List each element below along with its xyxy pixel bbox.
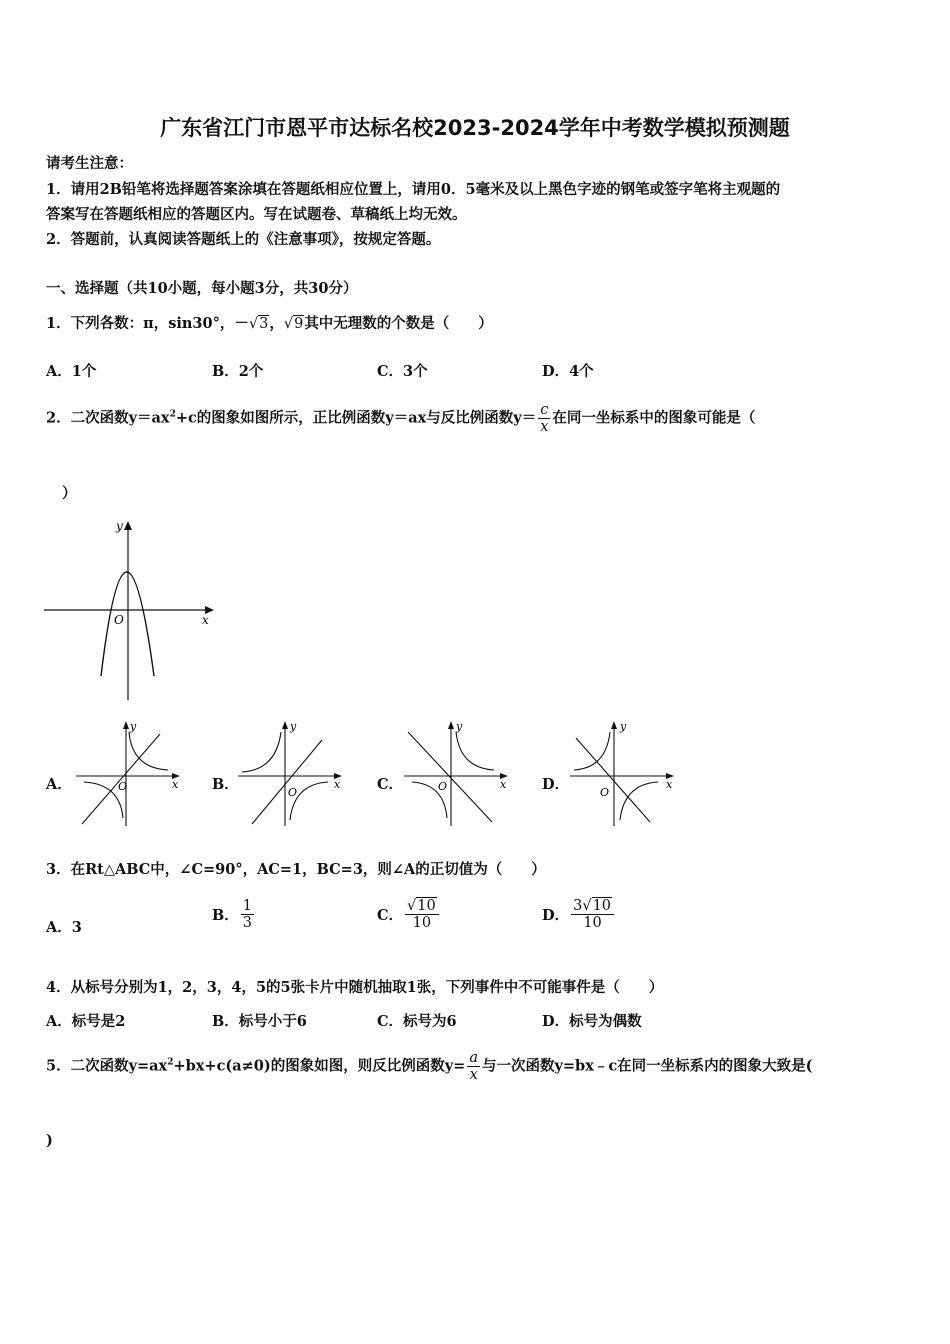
q2c-origin-label: O [438, 780, 448, 793]
q2d-x-label: x [666, 778, 673, 791]
question-2-close-paren: ） [62, 485, 77, 502]
q2c-y-label: y [456, 720, 463, 733]
q2a-x-label: x [172, 778, 179, 791]
q3-option-b: B． $\frac{1}{3}$ [212, 898, 252, 931]
question-5-stem: 5．二次函数$y=ax^2+bx+c(a\ne 0)$的图象如图，则反比例函数y= $\frac{a}{x}$ 与一次函数y=bx﹣c在同一坐标系内的图象大致是( [46, 1050, 813, 1083]
q2b-x-label: x [334, 778, 341, 791]
q1-option-c: C．3个 [377, 363, 428, 380]
q2a-origin-label: O [118, 780, 128, 793]
q2d-origin-label: O [600, 786, 610, 799]
q2-option-b-label: B． [212, 776, 239, 793]
q3-option-c: C． $\frac{√10}{10}$ [377, 898, 441, 931]
q4-option-b: B．标号小于6 [212, 1013, 307, 1030]
question-4-stem: 4．从标号分别为1，2，3，4，5的5张卡片中随机抽取1张，下列事件中不可能事件是（ ） [46, 979, 664, 996]
section-heading: 一、选择题（共10小题，每小题3分，共30分） [46, 280, 358, 297]
fraction-a-over-x: $\frac{a}{x}$ [469, 1050, 478, 1083]
q2d-y-label: y [620, 720, 627, 733]
notice-heading: 请考生注意： [46, 155, 133, 172]
q2-option-a-graph [76, 718, 184, 828]
notice-item-1-line-2: 答案写在答题纸相应的答题区内。写在试题卷、草稿纸上均无效。 [46, 206, 467, 223]
q2-option-a-label: A． [46, 776, 72, 793]
q2-option-c-graph [404, 718, 512, 828]
question-2-stem: 2．二次函数$y=ax^2+c$的图象如图所示，正比例函数y＝ax与反比例函数y＝ $\frac{c}{x}$ 在同一坐标系中的图象可能是（ [46, 402, 756, 435]
question-1-stem: 1．下列各数：π，sin30°，－√3，√9其中无理数的个数是（ ） [46, 315, 493, 332]
q1-option-b: B．2个 [212, 363, 264, 380]
q2b-y-label: y [290, 720, 297, 733]
page-title: 广东省江门市恩平市达标名校2023-2024学年中考数学模拟预测题 [160, 116, 790, 140]
q4-option-d: D．标号为偶数 [542, 1013, 642, 1030]
y-axis-label: y [116, 519, 123, 533]
q4-option-c: C．标号为6 [377, 1013, 457, 1030]
q2-option-d-label: D． [542, 776, 570, 793]
notice-item-1-line-1: 1．请用2B铅笔将选择题答案涂填在答题纸相应位置上，请用0．5毫米及以上黑色字迹的钢笔或签字笔将主观题的 [46, 181, 781, 198]
q1-option-d: D．4个 [542, 363, 594, 380]
q2-option-d-graph [570, 718, 678, 828]
q2c-x-label: x [500, 778, 507, 791]
fraction-c-over-x: $\frac{c}{x}$ [540, 402, 549, 435]
q1-option-a: A．1个 [46, 363, 97, 380]
question-3-stem: 3．在Rt△ABC中，∠C=90°，AC=1，BC=3，则∠A的正切值为（ ） [46, 861, 546, 878]
origin-label: O [114, 613, 124, 627]
question-5-close-paren: ) [46, 1132, 53, 1149]
parabola-figure [44, 518, 216, 702]
sqrt-9: √9 [283, 316, 304, 332]
q4-option-a: A．标号是2 [46, 1013, 126, 1030]
q2-option-b-graph [238, 718, 346, 828]
q3-option-a: A．3 [46, 919, 82, 936]
x-axis-label: x [202, 613, 209, 627]
q2-option-c-label: C． [377, 776, 404, 793]
sqrt-3: √3 [248, 316, 269, 332]
q3-option-d: D． $\frac{3√10}{10}$ [542, 898, 616, 931]
q2a-y-label: y [130, 720, 137, 733]
q2b-origin-label: O [288, 786, 298, 799]
notice-item-2: 2．答题前，认真阅读答题纸上的《注意事项》，按规定答题。 [46, 231, 441, 248]
